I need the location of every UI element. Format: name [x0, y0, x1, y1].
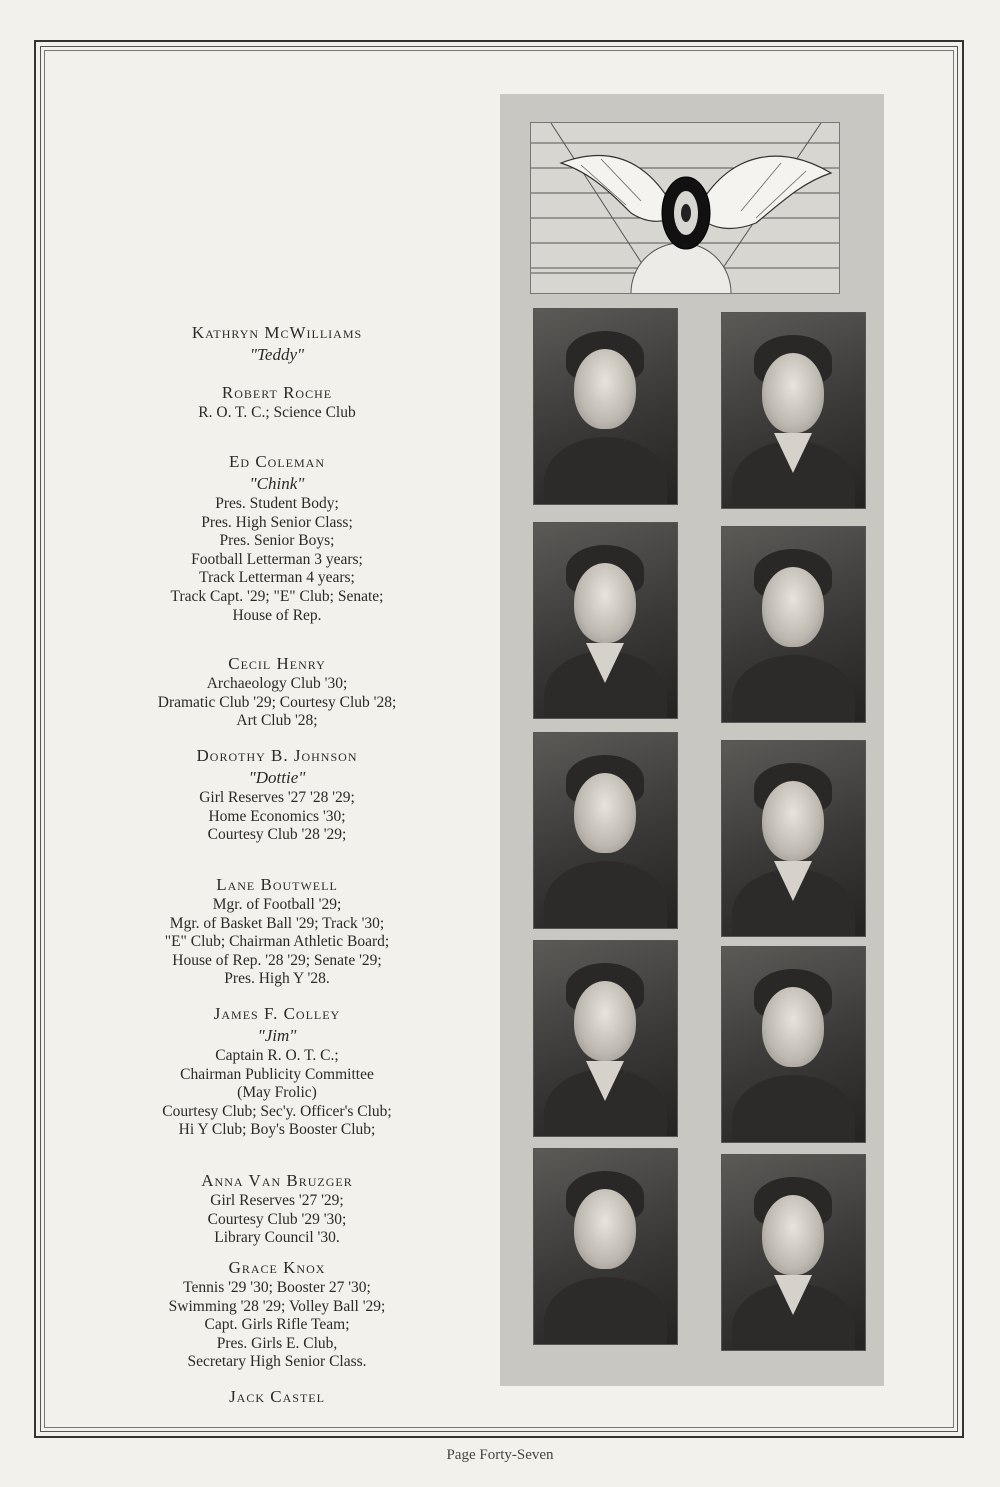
student-nickname: "Jim" [257, 1026, 297, 1045]
portrait-photo [533, 732, 678, 929]
activity-line: Mgr. of Basket Ball '29; Track '30; [169, 914, 385, 932]
portrait-photo [533, 522, 678, 719]
activity-line: Courtesy Club; Sec'y. Officer's Club; [162, 1102, 392, 1120]
activity-line: Hi Y Club; Boy's Booster Club; [178, 1121, 376, 1139]
activity-line: Track Letterman 4 years; [199, 569, 355, 587]
activity-line: Track Capt. '29; "E" Club; Senate; [170, 587, 384, 605]
entry-dorothy-johnson [92, 745, 462, 845]
winged-wheel-banner [530, 122, 840, 294]
activity-line: Football Letterman 3 years; [191, 550, 363, 568]
activity-line: Courtesy Club '29 '30; [207, 1210, 347, 1228]
student-name: Kathryn McWilliams [191, 323, 363, 342]
portrait-photo [721, 312, 866, 509]
student-name: Grace Knox [228, 1258, 326, 1277]
activity-line: Pres. High Y '28. [224, 970, 330, 988]
activity-line: Pres. Student Body; [215, 495, 339, 512]
portrait-photo [533, 308, 678, 505]
activity-line: (May Frolic) [237, 1084, 317, 1102]
activity-line: House of Rep. [232, 606, 322, 624]
activity-line: Home Economics '30; [208, 807, 346, 825]
portrait-photo [533, 1148, 678, 1345]
activity-line: Pres. Girls E. Club, [216, 1334, 338, 1352]
entry-jack-castel [92, 1386, 462, 1408]
activity-line: Mgr. of Football '29; [212, 896, 342, 913]
entry-ed-coleman [92, 451, 462, 625]
student-name: Dorothy B. Johnson [196, 746, 358, 765]
activity-line: Secretary High Senior Class. [187, 1353, 367, 1371]
entry-lane-boutwell [92, 874, 462, 989]
activity-line: Tennis '29 '30; Booster 27 '30; [183, 1279, 371, 1296]
portrait-photo [721, 526, 866, 723]
activity-line: R. O. T. C.; Science Club [198, 404, 356, 421]
activity-line: Girl Reserves '27 '28 '29; [199, 789, 355, 806]
activity-line: Courtesy Club '28 '29; [207, 826, 347, 844]
activity-line: Pres. Senior Boys; [219, 532, 335, 550]
activity-line: "E" Club; Chairman Athletic Board; [164, 933, 390, 951]
student-nickname: "Teddy" [249, 345, 305, 364]
activity-line: Girl Reserves '27 '29; [210, 1192, 344, 1209]
student-name: Robert Roche [221, 383, 333, 402]
student-nickname: "Chink" [249, 474, 305, 493]
student-name: Jack Castel [229, 1387, 325, 1406]
entry-anna-van-bruzger [92, 1170, 462, 1248]
activity-line: Capt. Girls Rifle Team; [204, 1316, 350, 1334]
activity-line: Pres. High Senior Class; [201, 513, 353, 531]
student-name: Lane Boutwell [216, 875, 338, 894]
photo-column [500, 94, 884, 1386]
student-name: Anna Van Bruzger [201, 1171, 353, 1190]
portrait-photo [533, 940, 678, 1137]
entry-grace-knox [92, 1257, 462, 1372]
activity-line: Archaeology Club '30; [206, 675, 348, 692]
winged-wheel-icon [531, 123, 839, 293]
activity-line: Chairman Publicity Committee [180, 1065, 374, 1083]
activity-line: Dramatic Club '29; Courtesy Club '28; [157, 693, 397, 711]
activity-line: House of Rep. '28 '29; Senate '29; [172, 951, 382, 969]
activity-line: Swimming '28 '29; Volley Ball '29; [168, 1297, 386, 1315]
portrait-photo [721, 946, 866, 1143]
activity-line: Captain R. O. T. C.; [215, 1047, 339, 1064]
entry-robert-roche [92, 382, 462, 423]
entry-kathryn-mcwilliams [92, 322, 462, 366]
activity-line: Art Club '28; [236, 712, 318, 730]
entry-cecil-henry [92, 653, 462, 731]
portrait-photo [721, 1154, 866, 1351]
entry-james-colley [92, 1003, 462, 1140]
student-name: Ed Coleman [229, 452, 325, 471]
student-name: Cecil Henry [228, 654, 326, 673]
activity-line: Library Council '30. [214, 1229, 340, 1247]
student-nickname: "Dottie" [248, 768, 306, 787]
portrait-photo [721, 740, 866, 937]
page-number: Page Forty-Seven [446, 1447, 554, 1463]
student-name: James F. Colley [213, 1004, 341, 1023]
